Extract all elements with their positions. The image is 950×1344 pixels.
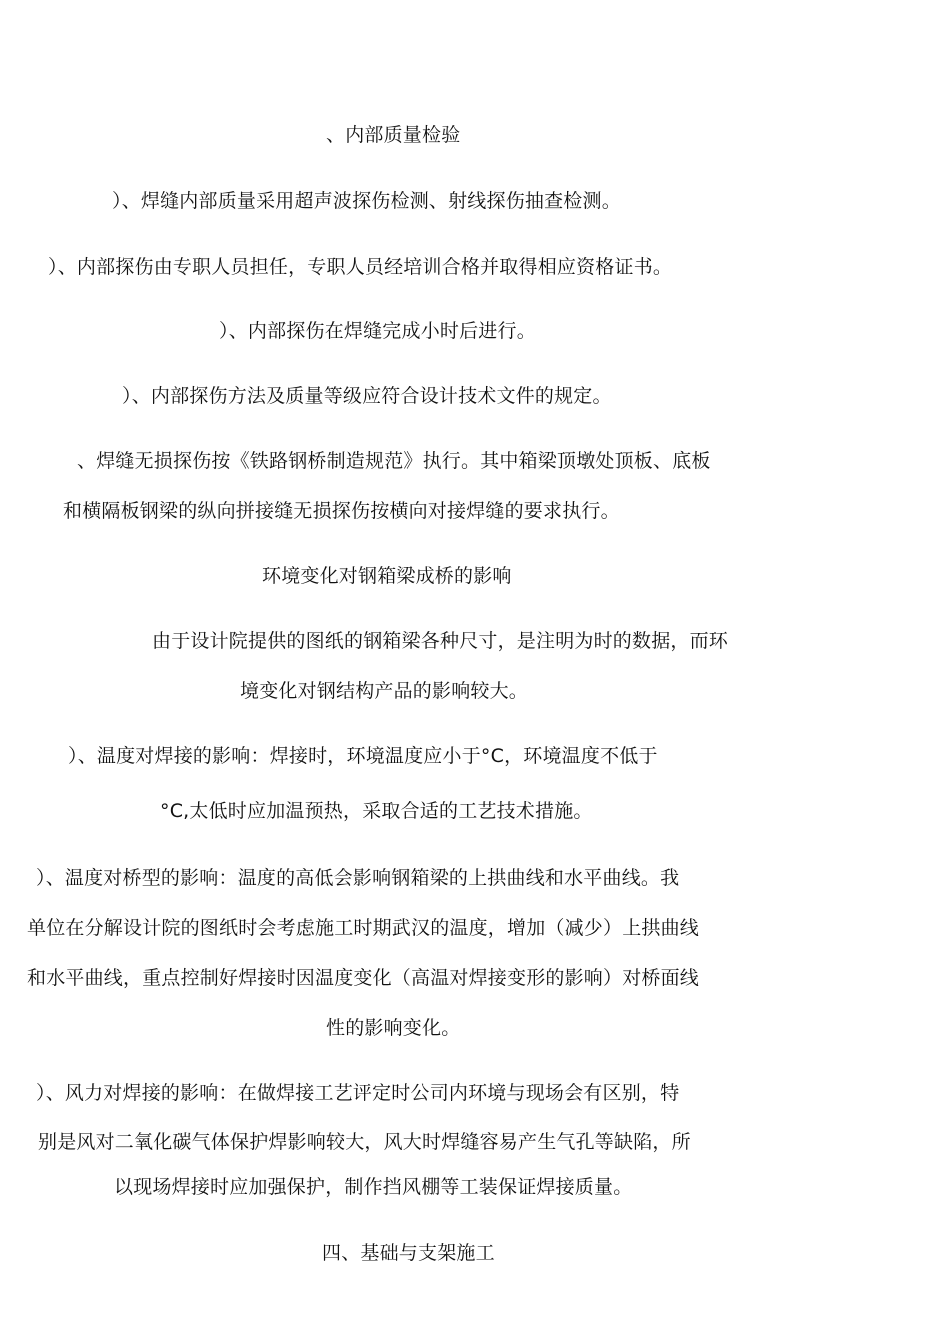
paragraph-line: 、焊缝无损探伤按《铁路钢桥制造规范》执行。其中箱梁顶墩处顶板、底板 <box>77 450 711 472</box>
paragraph-line: ）、内部探伤在焊缝完成小时后进行。 <box>219 320 536 342</box>
paragraph-line: ）、温度对桥型的影响：温度的高低会影响钢箱梁的上拱曲线和水平曲线。我 <box>36 867 680 889</box>
paragraph-line: 以现场焊接时应加强保护，制作挡风棚等工装保证焊接质量。 <box>114 1176 633 1198</box>
paragraph-line: ）、内部探伤方法及质量等级应符合设计技术文件的规定。 <box>122 385 612 407</box>
paragraph-line: ）、内部探伤由专职人员担任，专职人员经培训合格并取得相应资格证书。 <box>48 256 673 278</box>
paragraph-line: 和水平曲线，重点控制好焊接时因温度变化（高温对焊接变形的影响）对桥面线 <box>27 967 700 989</box>
paragraph-line: 境变化对钢结构产品的影响较大。 <box>240 680 529 702</box>
paragraph-line: 由于设计院提供的图纸的钢箱梁各种尺寸，是注明为时的数据，而环 <box>152 630 729 652</box>
paragraph-line: ）、温度对焊接的影响：焊接时，环境温度应小于°C，环境温度不低于 <box>68 745 658 767</box>
section-heading-environment: 环境变化对钢箱梁成桥的影响 <box>262 565 512 587</box>
paragraph-line: 单位在分解设计院的图纸时会考虑施工时期武汉的温度，增加（减少）上拱曲线 <box>27 917 700 939</box>
paragraph-line: 别是风对二氧化碳气体保护焊影响较大，风大时焊缝容易产生气孔等缺陷，所 <box>38 1131 691 1153</box>
paragraph-line: ）、风力对焊接的影响：在做焊接工艺评定时公司内环境与现场会有区别，特 <box>36 1082 680 1104</box>
paragraph-line: °C,太低时应加温预热，采取合适的工艺技术措施。 <box>160 800 593 822</box>
paragraph-line: ）、焊缝内部质量采用超声波探伤检测、射线探伤抽查检测。 <box>112 190 621 212</box>
section-heading-foundation: 四、基础与支架施工 <box>322 1242 495 1264</box>
section-heading-internal-quality: 、内部质量检验 <box>326 124 461 146</box>
paragraph-line: 和横隔板钢梁的纵向拼接缝无损探伤按横向对接焊缝的要求执行。 <box>63 500 620 522</box>
paragraph-line: 性的影响变化。 <box>326 1017 461 1039</box>
